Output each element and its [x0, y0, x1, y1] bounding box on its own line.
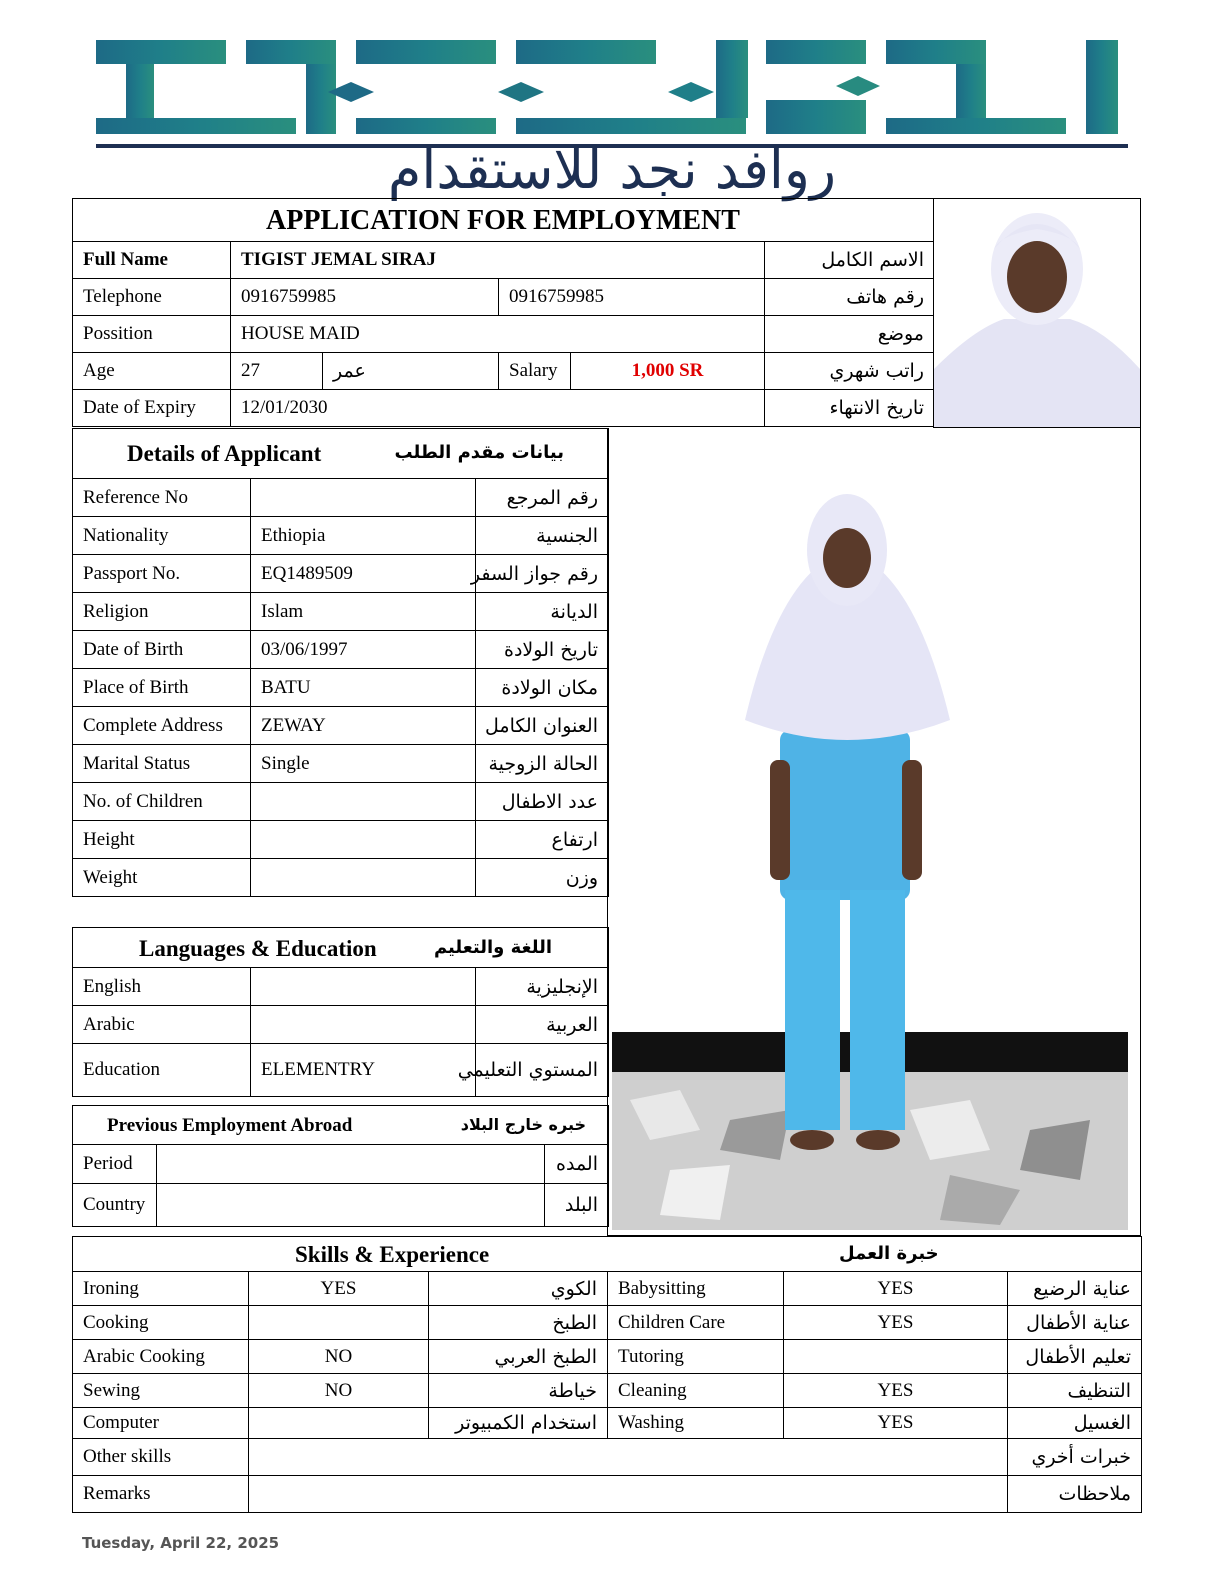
- details-value: Single: [251, 745, 476, 783]
- details-value: ZEWAY: [251, 707, 476, 745]
- skill-label: Babysitting: [608, 1272, 784, 1306]
- footer-date: Tuesday, April 22, 2025: [82, 1534, 280, 1552]
- skills-title: Skills & Experience: [295, 1242, 490, 1267]
- details-row: [73, 707, 609, 745]
- languages-row: [73, 1044, 609, 1097]
- skill-value: NO: [249, 1374, 429, 1408]
- details-label: Weight: [73, 859, 251, 897]
- previous-value: [157, 1145, 545, 1184]
- languages-ar: العربية: [476, 1006, 609, 1044]
- details-label: Reference No: [73, 479, 251, 517]
- top-info-table: [72, 241, 935, 427]
- skill-value: YES: [784, 1272, 1008, 1306]
- skill-value: [249, 1408, 429, 1439]
- skill-label: Computer: [73, 1408, 249, 1439]
- full-name-label: Full Name: [73, 242, 231, 279]
- skill-ar: الكوي: [429, 1272, 608, 1306]
- expiry-label: Date of Expiry: [73, 390, 231, 427]
- details-ar: تاريخ الولادة: [476, 631, 609, 669]
- previous-row: [73, 1145, 609, 1184]
- position-value: HOUSE MAID: [231, 316, 765, 353]
- previous-title-ar: خبره خارج البلاد: [460, 1115, 586, 1134]
- languages-label: English: [73, 968, 251, 1006]
- details-ar: رقم المرجع: [476, 479, 609, 517]
- skill-row: [73, 1340, 1142, 1374]
- details-ar: وزن: [476, 859, 609, 897]
- position-label: Possition: [73, 316, 231, 353]
- remarks-row: [73, 1476, 1142, 1513]
- details-ar: الديانة: [476, 593, 609, 631]
- details-row: [73, 631, 609, 669]
- details-ar: العنوان الكامل: [476, 707, 609, 745]
- skill-ar: الطبخ العربي: [429, 1340, 608, 1374]
- skill-row: [73, 1408, 1142, 1439]
- portrait-photo: [934, 199, 1140, 427]
- languages-row: [73, 968, 609, 1006]
- age-value: 27: [231, 353, 323, 390]
- languages-value: [251, 1006, 476, 1044]
- details-value: [251, 479, 476, 517]
- previous-ar: البلد: [545, 1184, 609, 1227]
- skill-value: YES: [784, 1306, 1008, 1340]
- expiry-ar: تاريخ الانتهاء: [765, 390, 935, 427]
- previous-value: [157, 1184, 545, 1227]
- skill-row: [73, 1374, 1142, 1408]
- skill-ar: الطبخ: [429, 1306, 608, 1340]
- telephone-value-1: 0916759985: [231, 279, 499, 316]
- details-ar: مكان الولادة: [476, 669, 609, 707]
- details-ar: عدد الاطفال: [476, 783, 609, 821]
- details-row: [73, 517, 609, 555]
- skills-table: [72, 1236, 1142, 1513]
- previous-label: Country: [73, 1184, 157, 1227]
- languages-row: [73, 1006, 609, 1044]
- skill-ar: خياطة: [429, 1374, 608, 1408]
- languages-ar: الإنجليزية: [476, 968, 609, 1006]
- details-ar: رقم جواز السفر: [476, 555, 609, 593]
- position-row: [73, 316, 935, 353]
- form-title: APPLICATION FOR EMPLOYMENT: [266, 205, 740, 236]
- skill-ar: الغسيل: [1008, 1408, 1142, 1439]
- telephone-row: [73, 279, 935, 316]
- details-value: [251, 783, 476, 821]
- details-label: Passport No.: [73, 555, 251, 593]
- details-label: Date of Birth: [73, 631, 251, 669]
- form-title-box: [72, 198, 934, 242]
- expiry-row: [73, 390, 935, 427]
- languages-value: [251, 968, 476, 1006]
- languages-title-ar: اللغة والتعليم: [433, 937, 552, 958]
- details-ar: ارتفاع: [476, 821, 609, 859]
- details-label: Complete Address: [73, 707, 251, 745]
- skill-label: Cleaning: [608, 1374, 784, 1408]
- salary-ar: راتب شهري: [765, 353, 935, 390]
- skill-value: [784, 1340, 1008, 1374]
- other-skills-row: [73, 1439, 1142, 1476]
- details-row: [73, 859, 609, 897]
- languages-value: ELEMENTRY: [251, 1044, 476, 1097]
- details-ar: الجنسية: [476, 517, 609, 555]
- details-value: Islam: [251, 593, 476, 631]
- full-name-ar: الاسم الكامل: [765, 242, 935, 279]
- remarks-value: [249, 1476, 1008, 1513]
- full-body-photo: [610, 430, 1130, 1230]
- details-title-ar: بيانات مقدم الطلب: [394, 442, 564, 463]
- details-value: EQ1489509: [251, 555, 476, 593]
- skill-value: YES: [784, 1408, 1008, 1439]
- details-label: Nationality: [73, 517, 251, 555]
- details-label: Marital Status: [73, 745, 251, 783]
- telephone-ar: رقم هاتف: [765, 279, 935, 316]
- full-body-photo-box: [607, 428, 1141, 1236]
- details-row: [73, 669, 609, 707]
- skill-label: Sewing: [73, 1374, 249, 1408]
- details-row: [73, 555, 609, 593]
- full-name-value: TIGIST JEMAL SIRAJ: [231, 242, 765, 279]
- details-row: [73, 783, 609, 821]
- skill-label: Ironing: [73, 1272, 249, 1306]
- skill-label: Cooking: [73, 1306, 249, 1340]
- details-row: [73, 821, 609, 859]
- other-skills-ar: خبرات أخري: [1008, 1439, 1142, 1476]
- details-value: Ethiopia: [251, 517, 476, 555]
- skill-row: [73, 1306, 1142, 1340]
- languages-label: Education: [73, 1044, 251, 1097]
- age-ar: عمر: [323, 353, 499, 390]
- skill-value: NO: [249, 1340, 429, 1374]
- expiry-value: 12/01/2030: [231, 390, 765, 427]
- skill-ar: تعليم الأطفال: [1008, 1340, 1142, 1374]
- skill-value: YES: [249, 1272, 429, 1306]
- details-label: Place of Birth: [73, 669, 251, 707]
- salary-label: Salary: [499, 353, 571, 390]
- skill-label: Washing: [608, 1408, 784, 1439]
- previous-ar: المده: [545, 1145, 609, 1184]
- previous-employment-table: [72, 1105, 609, 1227]
- skill-ar: عناية الرضيع: [1008, 1272, 1142, 1306]
- details-label: Religion: [73, 593, 251, 631]
- company-logo: [96, 40, 1128, 140]
- skill-ar: التنظيف: [1008, 1374, 1142, 1408]
- details-row: [73, 745, 609, 783]
- details-value: [251, 821, 476, 859]
- skills-title-ar: خبرة العمل: [839, 1243, 939, 1264]
- salary-value: 1,000 SR: [571, 353, 765, 390]
- skill-value: [249, 1306, 429, 1340]
- details-label: Height: [73, 821, 251, 859]
- languages-ar: المستوي التعليمي: [476, 1044, 609, 1097]
- previous-title: Previous Employment Abroad: [107, 1115, 353, 1136]
- details-header: [73, 429, 609, 479]
- telephone-label: Telephone: [73, 279, 231, 316]
- age-label: Age: [73, 353, 231, 390]
- details-row: [73, 593, 609, 631]
- full-name-row: [73, 242, 935, 279]
- details-ar: الحالة الزوجية: [476, 745, 609, 783]
- position-ar: موضع: [765, 316, 935, 353]
- remarks-label: Remarks: [73, 1476, 249, 1513]
- details-label: No. of Children: [73, 783, 251, 821]
- skill-label: Children Care: [608, 1306, 784, 1340]
- previous-header: [73, 1106, 609, 1145]
- skill-ar: استخدام الكمبيوتر: [429, 1408, 608, 1439]
- details-value: 03/06/1997: [251, 631, 476, 669]
- languages-title: Languages & Education: [139, 936, 377, 961]
- languages-table: [72, 927, 609, 1097]
- details-title: Details of Applicant: [127, 441, 322, 466]
- details-row: [73, 479, 609, 517]
- details-table: [72, 428, 609, 897]
- skills-header: [73, 1237, 1142, 1272]
- other-skills-value: [249, 1439, 1008, 1476]
- skill-value: YES: [784, 1374, 1008, 1408]
- previous-label: Period: [73, 1145, 157, 1184]
- languages-label: Arabic: [73, 1006, 251, 1044]
- telephone-value-2: 0916759985: [499, 279, 765, 316]
- age-row: [73, 353, 935, 390]
- other-skills-label: Other skills: [73, 1439, 249, 1476]
- skill-label: Arabic Cooking: [73, 1340, 249, 1374]
- details-value: [251, 859, 476, 897]
- languages-header: [73, 928, 609, 968]
- skill-row: [73, 1272, 1142, 1306]
- company-name-arabic: روافد نجد للاستقدام: [387, 138, 837, 201]
- skill-label: Tutoring: [608, 1340, 784, 1374]
- portrait-photo-box: [933, 198, 1141, 428]
- skill-ar: عناية الأطفال: [1008, 1306, 1142, 1340]
- remarks-ar: ملاحظات: [1008, 1476, 1142, 1513]
- previous-row: [73, 1184, 609, 1227]
- details-value: BATU: [251, 669, 476, 707]
